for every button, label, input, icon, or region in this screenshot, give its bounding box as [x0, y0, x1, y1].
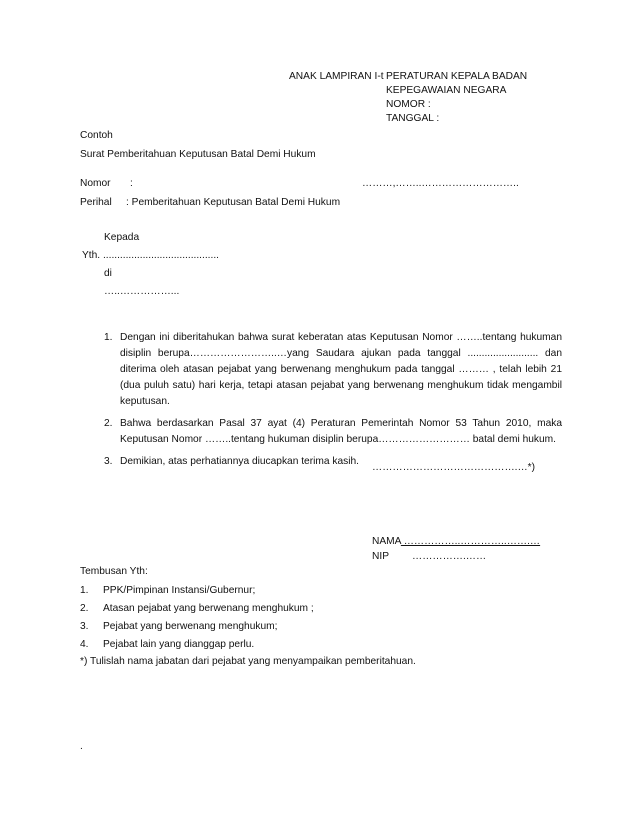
tembusan-list — [80, 582, 314, 654]
perihal-value: : Pemberitahuan Keputusan Batal Demi Hukum — [126, 197, 341, 208]
list-item — [104, 330, 562, 410]
recipient-line: Yth. ......................................... — [82, 250, 219, 261]
body-points — [104, 330, 562, 476]
regulation-block — [386, 70, 527, 126]
point-text: Dengan ini diberitahukan bahwa surat keberatan atas Keputusan Nomor ……..tentang hukuman disiplin berupa……………………..…yang Saudara ajukan pada tanggal ......................... dan diterima oleh atasan pejabat yang berwenang menghukum pada tanggal ……… , telah lebih 21 (dua puluh satu) hari kerja, tetapi atasan pejabat yang berwenang menghukum tidak mengambil keputusan. — [120, 332, 562, 407]
cc-number: 1. — [80, 585, 89, 596]
cc-text: Pejabat lain yang dianggap perlu. — [103, 639, 255, 650]
point-text: Bahwa berdasarkan Pasal 37 ayat (4) Peraturan Pemerintah Nomor 53 Tahun 2010, maka Keputusan Nomor ……..tentang hukuman disiplin berupa……………………… batal demi hukum. — [120, 418, 562, 445]
place-date: ………,……..……………………….. — [362, 178, 519, 189]
cc-number: 2. — [80, 603, 89, 614]
di-label: di — [104, 268, 112, 279]
nama-value: ……………..…………..…….… — [400, 536, 541, 547]
nomor-label: Nomor — [80, 178, 111, 189]
list-item — [80, 636, 314, 654]
cc-text: Atasan pejabat yang berwenang menghukum ; — [103, 603, 314, 614]
letter-title: Surat Pemberitahuan Keputusan Batal Demi Hukum — [80, 149, 316, 160]
regulation-line: KEPEGAWAIAN NEGARA — [386, 85, 507, 96]
cc-text: Pejabat yang berwenang menghukum; — [103, 621, 278, 632]
point-number: 3. — [104, 456, 113, 467]
recipient-place: …..……………... — [104, 286, 180, 297]
footnote: *) Tulislah nama jabatan dari pejabat yang menyampaikan pemberitahuan. — [80, 656, 416, 667]
signer-position: …………………………………….…*) — [372, 462, 535, 473]
list-item — [80, 582, 314, 600]
signer-name-row — [372, 535, 540, 549]
kepada-label: Kepada — [104, 232, 140, 243]
nip-label: NIP — [372, 551, 389, 562]
nomor-colon: : — [130, 178, 133, 189]
nip-value: …………….…… — [412, 551, 487, 562]
cc-text: PPK/Pimpinan Instansi/Gubernur; — [103, 585, 256, 596]
annex-label: ANAK LAMPIRAN I-t — [289, 71, 384, 82]
list-item — [80, 618, 314, 636]
contoh-label: Contoh — [80, 130, 113, 141]
tembusan-heading: Tembusan Yth: — [80, 566, 148, 577]
point-number: 2. — [104, 418, 113, 429]
regulation-line: TANGGAL : — [386, 113, 440, 124]
perihal-label: Perihal — [80, 197, 112, 208]
list-item — [80, 600, 314, 618]
end-mark: . — [80, 741, 83, 752]
regulation-line: PERATURAN KEPALA BADAN — [386, 71, 528, 82]
cc-number: 4. — [80, 639, 89, 650]
nama-label: NAMA — [372, 536, 401, 547]
cc-number: 3. — [80, 621, 89, 632]
point-number: 1. — [104, 332, 113, 343]
list-item — [104, 416, 562, 448]
point-text: Demikian, atas perhatiannya diucapkan terima kasih. — [120, 456, 359, 467]
regulation-line: NOMOR : — [386, 99, 431, 110]
